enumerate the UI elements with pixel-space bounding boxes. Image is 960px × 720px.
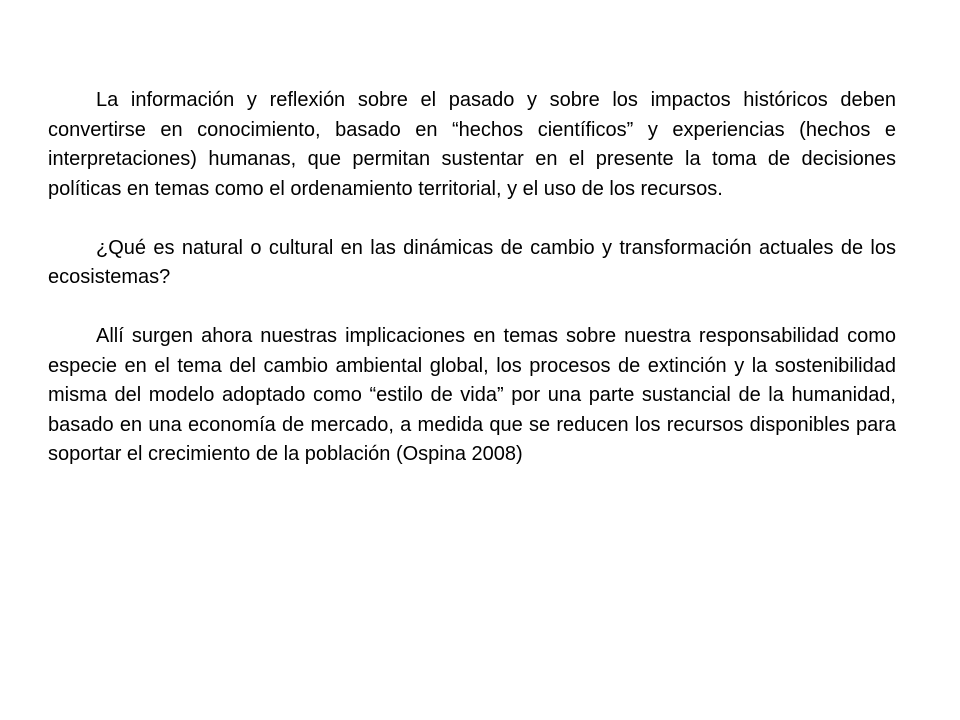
- paragraph-information-reflection: La información y reflexión sobre el pasado y sobre los impactos históricos deben convertirse en conocimiento, basado en “hechos científicos” y experiencias (hechos e interpretaciones) humanas, que permitan sustentar en el presente la toma de decisiones políticas en temas como el ordenamiento territorial, y el uso de los recursos.: [48, 89, 896, 200]
- paragraph-question-natural-cultural: ¿Qué es natural o cultural en las dinámicas de cambio y transformación actuales de los ecosistemas?: [48, 236, 896, 288]
- text-body: [48, 86, 896, 470]
- paragraph-responsibility: Allí surgen ahora nuestras implicaciones en temas sobre nuestra responsabilidad como especie en el tema del cambio ambiental global, los procesos de extinción y la sostenibilidad misma del modelo adoptado como “estilo de vida” por una parte sustancial de la humanidad, basado en una economía de mercado, a medida que se reducen los recursos disponibles para soportar el crecimiento de la población (Ospina 2008): [48, 325, 896, 465]
